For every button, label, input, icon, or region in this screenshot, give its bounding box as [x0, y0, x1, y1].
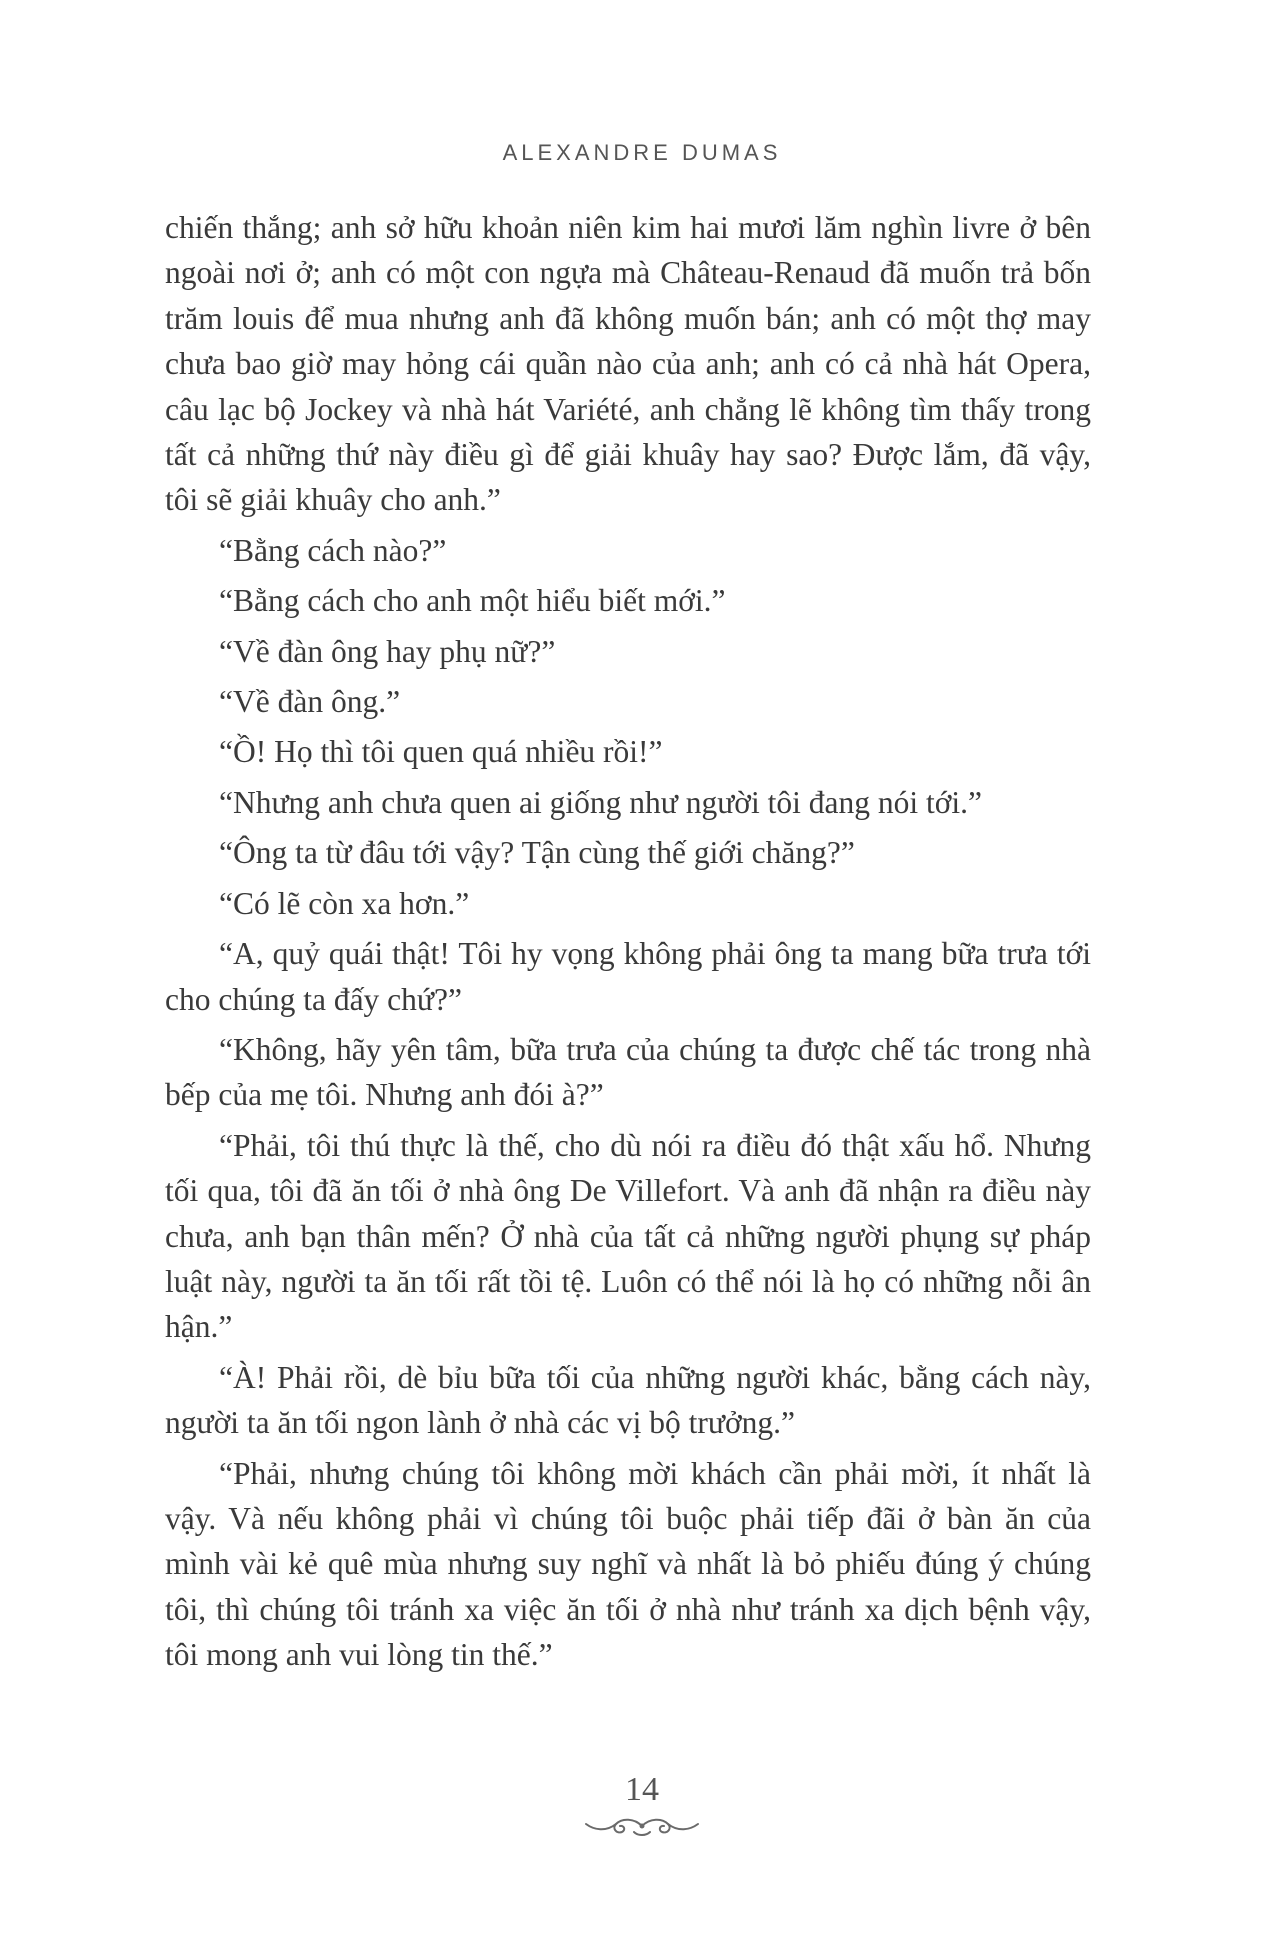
body-text: [165, 205, 1091, 1683]
paragraph: “Không, hãy yên tâm, bữa trưa của chúng ta được chế tác trong nhà bếp của mẹ tôi. Nhưng anh đói à?”: [165, 1031, 1091, 1113]
page-number: 14: [625, 1771, 659, 1808]
paragraph: “Phải, tôi thú thực là thế, cho dù nói ra điều đó thật xấu hổ. Nhưng tối qua, tôi đã ăn tối ở nhà ông De Villefort. Và anh đã nhận ra điều này chưa, anh bạn thân mến? Ở nhà của tất cả những người phụng sự pháp luật này, người ta ăn tối rất tồi tệ. Luôn có thể nói là họ có những nỗi ân hận.”: [165, 1127, 1091, 1345]
paragraph: “Có lẽ còn xa hơn.”: [219, 885, 470, 921]
paragraph: “Bằng cách cho anh một hiểu biết mới.”: [219, 583, 726, 619]
paragraph: “Ông ta từ đâu tới vậy? Tận cùng thế giới chăng?”: [219, 835, 855, 871]
paragraph: “Nhưng anh chưa quen ai giống như người tôi đang nói tới.”: [219, 784, 982, 820]
paragraph: chiến thắng; anh sở hữu khoản niên kim hai mươi lăm nghìn livre ở bên ngoài nơi ở; anh có một con ngựa mà Château-Renaud đã muốn trả bốn trăm louis để mua nhưng anh đã không muốn bán; anh có một thợ may chưa bao giờ may hỏng cái quần nào của anh; anh có cả nhà hát Opera, câu lạc bộ Jockey và nhà hát Variété, anh chẳng lẽ không tìm thấy trong tất cả những thứ này điều gì để giải khuây hay sao? Được lắm, đã vậy, tôi sẽ giải khuây cho anh.”: [165, 210, 1091, 518]
running-head: ALEXANDRE DUMAS: [502, 140, 782, 165]
paragraph: “Về đàn ông.”: [219, 684, 401, 720]
page-footer: [0, 1770, 1284, 1842]
scroll-flourish-icon: [582, 1812, 702, 1842]
paragraph: “Ồ! Họ thì tôi quen quá nhiều rồi!”: [219, 734, 663, 770]
paragraph: “Bằng cách nào?”: [219, 532, 447, 568]
paragraph: “À! Phải rồi, dè bỉu bữa tối của những người khác, bằng cách này, người ta ăn tối ngon lành ở nhà các vị bộ trưởng.”: [165, 1359, 1091, 1441]
paragraph: “Về đàn ông hay phụ nữ?”: [219, 633, 556, 669]
paragraph: “Phải, nhưng chúng tôi không mời khách cần phải mời, ít nhất là vậy. Và nếu không phải vì chúng tôi buộc phải tiếp đãi ở bàn ăn của mình vài kẻ quê mùa nhưng suy nghĩ và nhất là bỏ phiếu đúng ý chúng tôi, thì chúng tôi tránh xa việc ăn tối ở nhà như tránh xa dịch bệnh vậy, tôi mong anh vui lòng tin thế.”: [165, 1455, 1091, 1673]
paragraph: “A, quỷ quái thật! Tôi hy vọng không phải ông ta mang bữa trưa tới cho chúng ta đấy chứ?”: [165, 936, 1091, 1017]
